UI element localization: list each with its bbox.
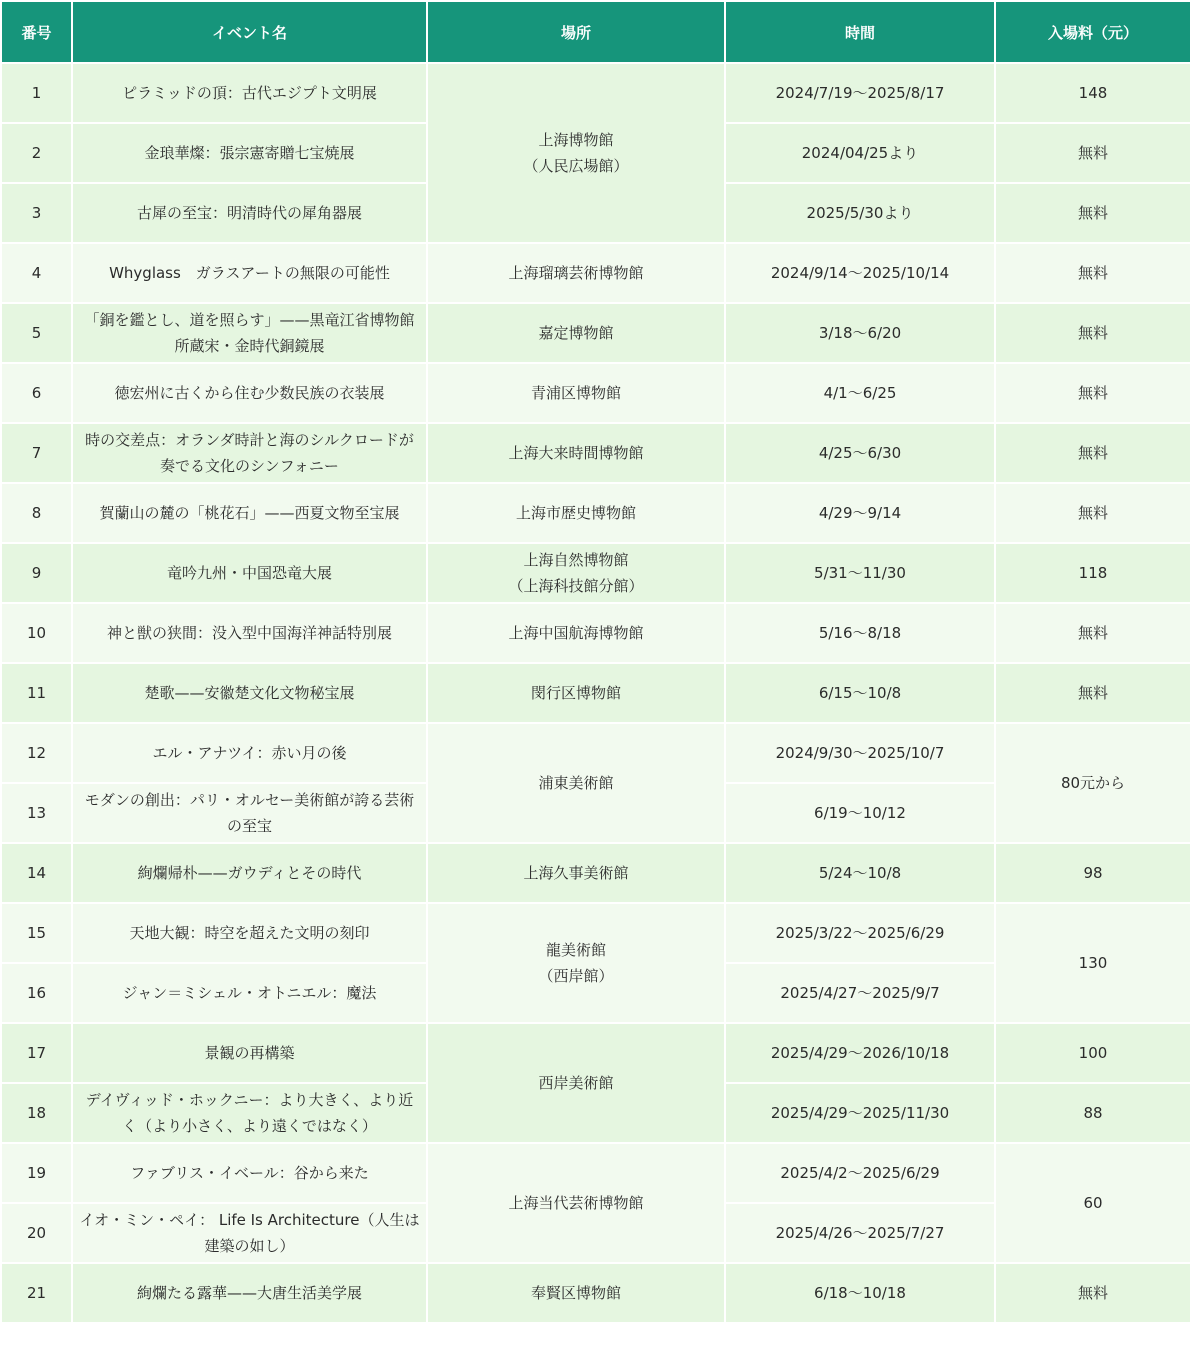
fee: 無料 (995, 1263, 1191, 1323)
fee: 118 (995, 543, 1191, 603)
row-num: 21 (1, 1263, 72, 1323)
row-num: 5 (1, 303, 72, 363)
venue (427, 543, 725, 603)
venue: 西岸美術館 (427, 1023, 725, 1143)
period: 2025/3/22～2025/6/29 (725, 903, 995, 963)
fee: 無料 (995, 483, 1191, 543)
header-place: 場所 (427, 1, 725, 63)
table-row (1, 663, 1191, 723)
period: 2024/7/19～2025/8/17 (725, 63, 995, 123)
venue: 上海市歴史博物館 (427, 483, 725, 543)
event-name: 絢爛たる露華——大唐生活美学展 (72, 1263, 427, 1323)
fee: 無料 (995, 423, 1191, 483)
row-num: 12 (1, 723, 72, 783)
period: 3/18～6/20 (725, 303, 995, 363)
venue-text: 龍美術館 （西岸館） (538, 941, 614, 985)
venue: 上海大来時間博物館 (427, 423, 725, 483)
venue (427, 903, 725, 1023)
event-name: ファブリス・イベール：谷から来た (72, 1143, 427, 1203)
period: 5/16～8/18 (725, 603, 995, 663)
table-row (1, 1023, 1191, 1083)
period: 4/25～6/30 (725, 423, 995, 483)
venue: 上海当代芸術博物館 (427, 1143, 725, 1263)
venue (427, 63, 725, 243)
event-name: ピラミッドの頂：古代エジプト文明展 (72, 63, 427, 123)
table-row (1, 843, 1191, 903)
event-name: 古犀の至宝：明清時代の犀角器展 (72, 183, 427, 243)
row-num: 8 (1, 483, 72, 543)
event-name: 徳宏州に古くから住む少数民族の衣装展 (72, 363, 427, 423)
row-num: 18 (1, 1083, 72, 1143)
fee: 98 (995, 843, 1191, 903)
row-num: 3 (1, 183, 72, 243)
event-name: 時の交差点：オランダ時計と海のシルクロードが奏でる文化のシンフォニー (72, 423, 427, 483)
table-row (1, 603, 1191, 663)
table-row (1, 903, 1191, 963)
fee: 88 (995, 1083, 1191, 1143)
table-row (1, 363, 1191, 423)
table-row (1, 543, 1191, 603)
header-num: 番号 (1, 1, 72, 63)
period: 5/24～10/8 (725, 843, 995, 903)
event-name: Whyglass ガラスアートの無限の可能性 (72, 243, 427, 303)
venue: 浦東美術館 (427, 723, 725, 843)
period: 2025/4/26～2025/7/27 (725, 1203, 995, 1263)
header-row (1, 1, 1191, 63)
table-row (1, 243, 1191, 303)
fee: 無料 (995, 123, 1191, 183)
period: 2025/4/29～2025/11/30 (725, 1083, 995, 1143)
row-num: 17 (1, 1023, 72, 1083)
period: 2025/4/27～2025/9/7 (725, 963, 995, 1023)
event-name: 絢爛帰朴——ガウディとその時代 (72, 843, 427, 903)
row-num: 19 (1, 1143, 72, 1203)
venue-text: 上海博物館 （人民広場館） (523, 131, 629, 175)
event-name: 天地大観：時空を超えた文明の刻印 (72, 903, 427, 963)
header-time: 時間 (725, 1, 995, 63)
period: 2025/5/30より (725, 183, 995, 243)
venue-text: 上海自然博物館 （上海科技館分館） (508, 551, 644, 595)
venue: 青浦区博物館 (427, 363, 725, 423)
row-num: 14 (1, 843, 72, 903)
event-name: 金琅華燦：張宗憲寄贈七宝焼展 (72, 123, 427, 183)
period: 5/31～11/30 (725, 543, 995, 603)
table-row (1, 1143, 1191, 1203)
row-num: 2 (1, 123, 72, 183)
fee: 無料 (995, 303, 1191, 363)
event-name: 神と獣の狭間：没入型中国海洋神話特別展 (72, 603, 427, 663)
event-name: デイヴィッド・ホックニー：より大きく、より近く（より小さく、より遠くではなく） (72, 1083, 427, 1143)
row-num: 1 (1, 63, 72, 123)
fee: 無料 (995, 663, 1191, 723)
fee: 無料 (995, 603, 1191, 663)
row-num: 15 (1, 903, 72, 963)
header-event: イベント名 (72, 1, 427, 63)
row-num: 11 (1, 663, 72, 723)
fee: 80元から (995, 723, 1191, 843)
row-num: 13 (1, 783, 72, 843)
period: 2024/9/30～2025/10/7 (725, 723, 995, 783)
venue: 上海中国航海博物館 (427, 603, 725, 663)
fee: 100 (995, 1023, 1191, 1083)
event-name: イオ・ミン・ペイ： Life Is Architecture（人生は建築の如し） (72, 1203, 427, 1263)
fee: 60 (995, 1143, 1191, 1263)
period: 2024/9/14～2025/10/14 (725, 243, 995, 303)
table-row (1, 723, 1191, 783)
fee: 無料 (995, 363, 1191, 423)
venue: 奉賢区博物館 (427, 1263, 725, 1323)
table-row (1, 483, 1191, 543)
row-num: 4 (1, 243, 72, 303)
event-name: 景観の再構築 (72, 1023, 427, 1083)
fee: 148 (995, 63, 1191, 123)
table-row (1, 303, 1191, 363)
row-num: 7 (1, 423, 72, 483)
header-fee: 入場料（元） (995, 1, 1191, 63)
event-name: 「銅を鑑とし、道を照らす」——黒竜江省博物館所蔵宋・金時代銅鏡展 (72, 303, 427, 363)
fee: 130 (995, 903, 1191, 1023)
event-name: 竜吟九州・中国恐竜大展 (72, 543, 427, 603)
period: 6/19～10/12 (725, 783, 995, 843)
row-num: 10 (1, 603, 72, 663)
venue: 閔行区博物館 (427, 663, 725, 723)
row-num: 6 (1, 363, 72, 423)
venue: 嘉定博物館 (427, 303, 725, 363)
table-row (1, 1263, 1191, 1323)
event-name: エル・アナツイ：赤い月の後 (72, 723, 427, 783)
table-row (1, 423, 1191, 483)
period: 2024/04/25より (725, 123, 995, 183)
row-num: 20 (1, 1203, 72, 1263)
period: 2025/4/2～2025/6/29 (725, 1143, 995, 1203)
event-name: ジャン＝ミシェル・オトニエル：魔法 (72, 963, 427, 1023)
period: 4/29～9/14 (725, 483, 995, 543)
venue: 上海瑠璃芸術博物館 (427, 243, 725, 303)
fee: 無料 (995, 183, 1191, 243)
venue: 上海久事美術館 (427, 843, 725, 903)
period: 4/1～6/25 (725, 363, 995, 423)
event-name: モダンの創出：パリ・オルセー美術館が誇る芸術の至宝 (72, 783, 427, 843)
period: 6/15～10/8 (725, 663, 995, 723)
fee: 無料 (995, 243, 1191, 303)
event-name: 賀蘭山の麓の「桃花石」——西夏文物至宝展 (72, 483, 427, 543)
row-num: 16 (1, 963, 72, 1023)
period: 2025/4/29～2026/10/18 (725, 1023, 995, 1083)
row-num: 9 (1, 543, 72, 603)
event-name: 楚歌——安徽楚文化文物秘宝展 (72, 663, 427, 723)
period: 6/18～10/18 (725, 1263, 995, 1323)
table-row (1, 63, 1191, 123)
